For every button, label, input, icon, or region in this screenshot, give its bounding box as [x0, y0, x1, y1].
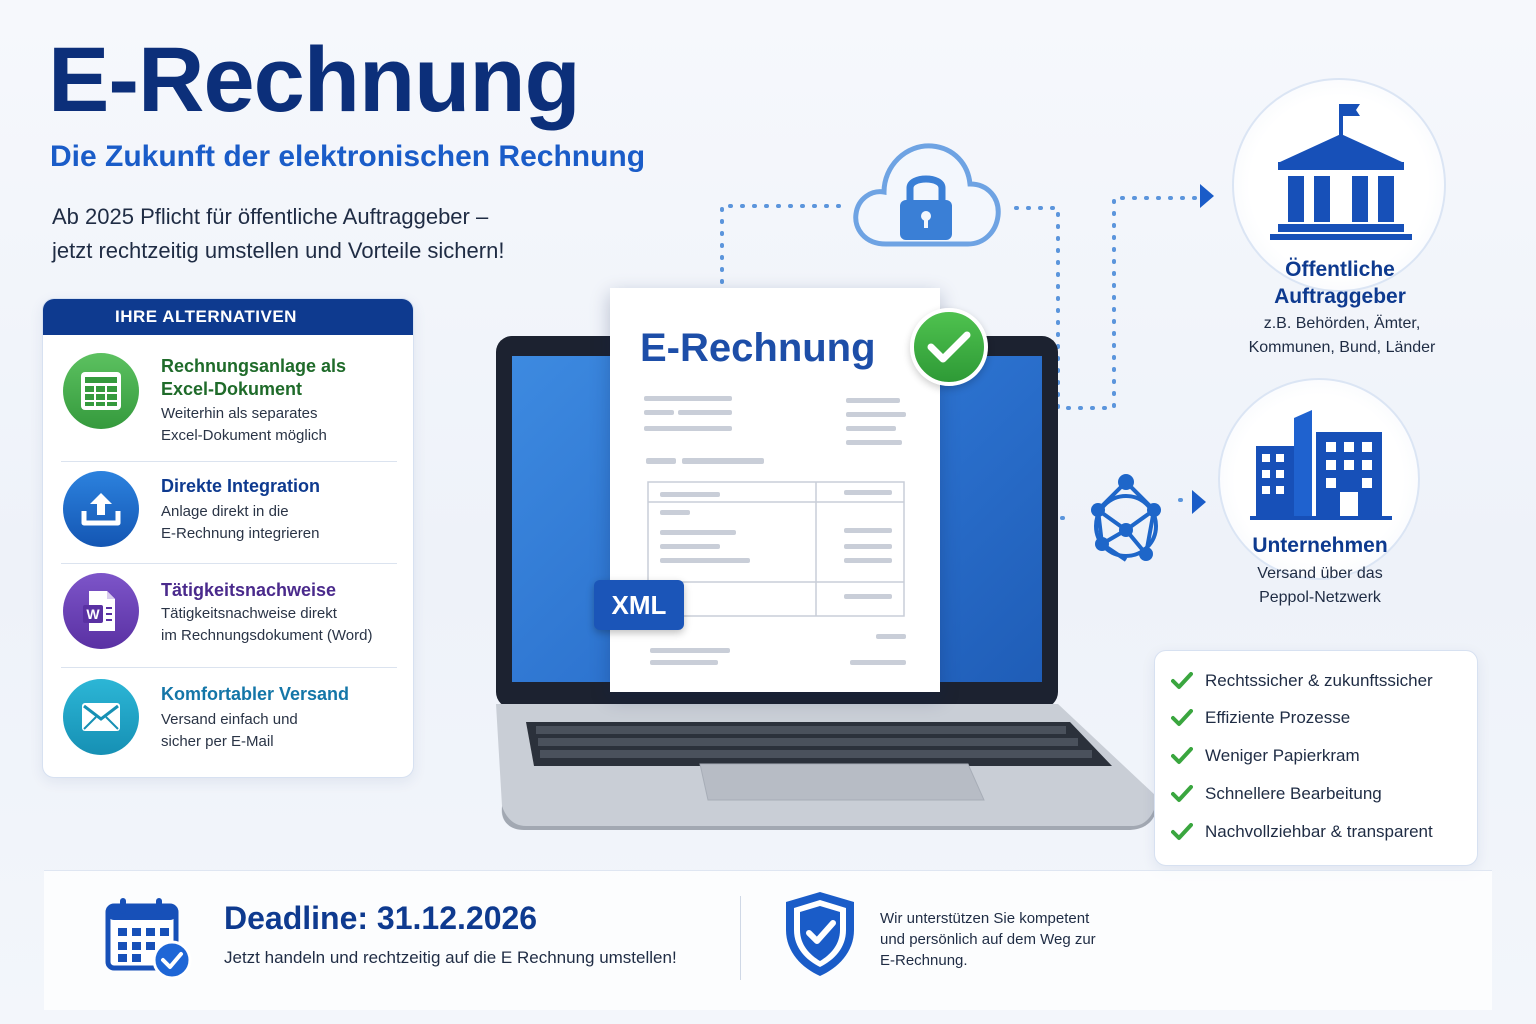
svg-text:W: W — [86, 606, 100, 622]
benefit-label: Schnellere Bearbeitung — [1205, 784, 1382, 803]
public-authority-desc-line-2: Kommunen, Bund, Länder — [1248, 339, 1436, 356]
checkmark-icon — [1171, 747, 1205, 765]
company-desc-line-2: Peppol-Netzwerk — [1259, 589, 1381, 606]
page-title: E-Rechnung — [48, 29, 580, 131]
alternative-title: Rechnungsanlage als Excel-Dokument — [161, 356, 347, 399]
alternative-desc-line-2: E-Rechnung integrieren — [161, 525, 320, 542]
benefits-panel — [1154, 650, 1478, 866]
check-icon — [910, 308, 988, 386]
company-title: Unternehmen — [1252, 534, 1388, 557]
laptop-keyboard-base — [496, 700, 1156, 830]
public-authority-desc-line-1: z.B. Behörden, Ämter, — [1263, 315, 1421, 332]
government-building-icon — [1266, 96, 1416, 244]
alternative-desc-line-1: Weiterhin als separates — [161, 405, 318, 422]
alternatives-heading: IHRE ALTERNATIVEN — [43, 299, 413, 335]
checkmark-icon — [1171, 823, 1205, 841]
checkmark-icon — [1171, 709, 1205, 727]
benefit-label: Rechtssicher & zukunftssicher — [1205, 671, 1433, 690]
support-text — [880, 908, 1140, 971]
benefit-label: Nachvollziehbar & transparent — [1205, 822, 1433, 841]
checkmark-icon — [1171, 785, 1205, 803]
benefit-item — [1171, 741, 1360, 771]
public-authority-desc — [1230, 312, 1454, 360]
checkmark-icon — [1171, 672, 1205, 690]
company-desc — [1210, 562, 1430, 610]
alternative-desc-line-2: im Rechnungsdokument (Word) — [161, 627, 373, 644]
document-title: E-Rechnung — [640, 326, 876, 370]
page-subtitle: Die Zukunft der elektronischen Rechnung — [50, 140, 646, 173]
benefit-item — [1171, 666, 1433, 696]
shield-check-icon — [782, 890, 858, 978]
deadline-title: Deadline: 31.12.2026 — [224, 900, 538, 936]
xml-badge: XML — [594, 580, 684, 630]
benefit-label: Weniger Papierkram — [1205, 746, 1360, 765]
cloud-lock-icon — [850, 132, 1002, 256]
footer-bar — [44, 870, 1492, 1010]
alternative-title: Direkte Integration — [161, 476, 321, 496]
public-authority-title — [1240, 256, 1440, 310]
benefit-item — [1171, 703, 1350, 733]
alternative-desc-line-1: Versand einfach und — [161, 711, 298, 728]
support-line-1: Wir unterstützen Sie kompetent — [880, 910, 1090, 927]
public-authority-title-line-2: Auftraggeber — [1274, 285, 1406, 308]
alternative-title: Tätigkeitsnachweise — [161, 580, 337, 600]
public-authority-title-line-1: Öffentliche — [1285, 258, 1395, 281]
alternative-desc-line-1: Tätigkeitsnachweise direkt — [161, 605, 337, 622]
support-line-2: und persönlich auf dem Weg zur — [880, 931, 1096, 948]
benefit-item — [1171, 779, 1382, 809]
calendar-check-icon — [104, 896, 194, 980]
company-desc-line-1: Versand über das — [1257, 565, 1383, 582]
deadline-desc: Jetzt handeln und rechtzeitig auf die E Rechnung umstellen! — [224, 948, 677, 967]
benefit-item — [1171, 817, 1433, 847]
intro-line-1: Ab 2025 Pflicht für öffentliche Auftraggeber – — [52, 204, 489, 229]
network-icon — [1080, 472, 1172, 570]
support-line-3: E-Rechnung. — [880, 952, 968, 969]
alternative-title: Komfortabler Versand — [161, 684, 350, 704]
footer-divider — [740, 896, 741, 980]
benefit-label: Effiziente Prozesse — [1205, 708, 1351, 727]
office-building-icon — [1250, 408, 1392, 520]
intro-line-2: jetzt rechtzeitig umstellen und Vorteile sichern! — [52, 238, 505, 263]
alternative-desc-line-2: Excel-Dokument möglich — [161, 427, 327, 444]
alternative-desc-line-2: sicher per E-Mail — [161, 733, 274, 750]
alternative-desc-line-1: Anlage direkt in die — [161, 503, 289, 520]
